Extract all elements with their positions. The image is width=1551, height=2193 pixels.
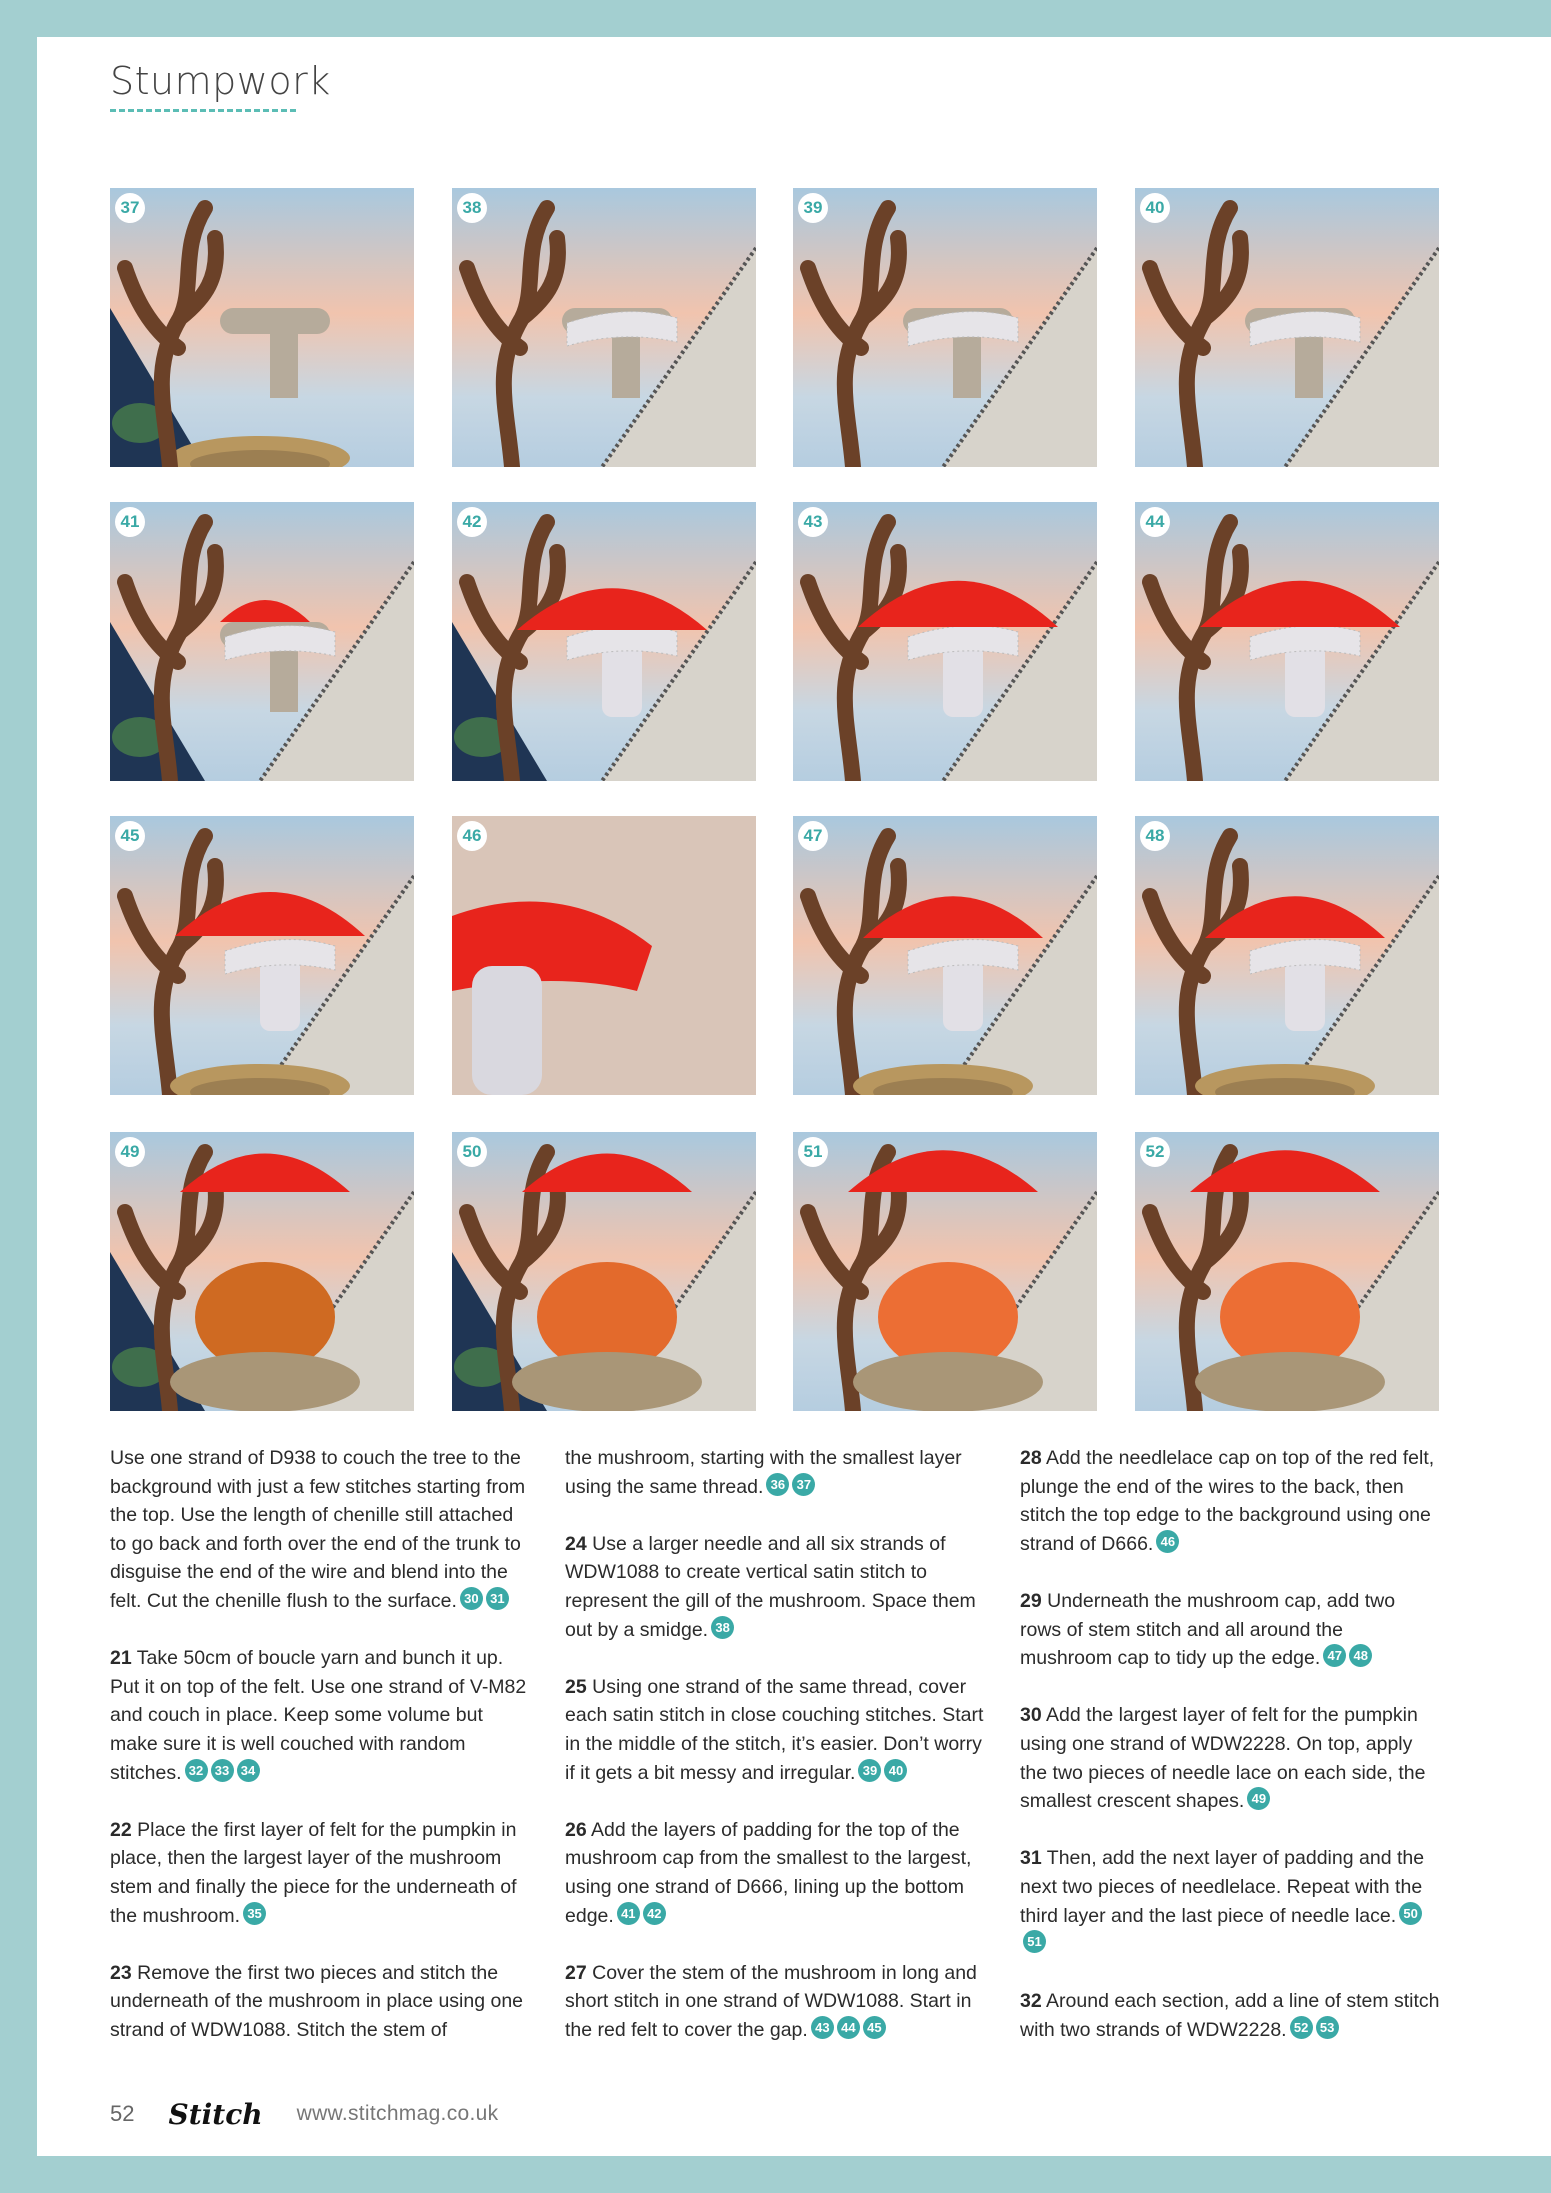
photo-reference-badge: 40 xyxy=(884,1759,907,1782)
step-number: 23 xyxy=(110,1961,132,1984)
photo-reference-badge: 48 xyxy=(1349,1644,1372,1667)
page-number: 52 xyxy=(110,2101,135,2126)
instruction-column-1 xyxy=(110,1444,530,2073)
instruction-step xyxy=(565,1816,985,1930)
step-number: 25 xyxy=(565,1675,587,1698)
step-number-badge: 50 xyxy=(457,1137,487,1167)
embroidery-photo xyxy=(110,1132,414,1411)
step-number: 29 xyxy=(1020,1589,1042,1612)
step-photo-39 xyxy=(793,188,1097,467)
step-text: Remove the first two pieces and stitch the underneath of the mushroom in place using one strand of WDW1088. Stitch the stem of xyxy=(110,1961,524,2041)
step-photo-43 xyxy=(793,502,1097,781)
step-text: Place the first layer of felt for the pumpkin in place, then the largest layer of the mushroom stem and finally the piece for the underneath of the mushroom. xyxy=(110,1818,517,1927)
step-number-badge: 37 xyxy=(115,193,145,223)
step-number-badge: 49 xyxy=(115,1137,145,1167)
photo-reference-badge: 43 xyxy=(811,2016,834,2039)
step-text: Using one strand of the same thread, cover each satin stitch in close couching stitches. Start in the middle of the stitch, it’s easier. Don’t worry if it gets a bit messy and irregular. xyxy=(565,1675,984,1784)
magazine-page xyxy=(37,37,1551,2156)
photo-reference-badge: 34 xyxy=(237,1759,260,1782)
step-number-badge: 48 xyxy=(1140,821,1170,851)
embroidery-photo xyxy=(1135,502,1439,781)
photo-reference-badge: 50 xyxy=(1399,1902,1422,1925)
step-photo-52 xyxy=(1135,1132,1439,1411)
embroidery-photo xyxy=(452,188,756,467)
step-photo-50 xyxy=(452,1132,756,1411)
embroidery-photo xyxy=(1135,816,1439,1095)
page-footer xyxy=(110,2099,498,2129)
instruction-column-3 xyxy=(1020,1444,1440,2073)
instruction-step xyxy=(565,1673,985,1787)
embroidery-photo xyxy=(452,1132,756,1411)
instruction-step xyxy=(1020,1444,1440,1558)
embroidery-photo xyxy=(452,816,756,1095)
embroidery-photo xyxy=(110,816,414,1095)
magazine-logo[interactable]: Stitch xyxy=(168,2097,263,2131)
step-text: Then, add the next layer of padding and the next two pieces of needlelace. Repeat with the third layer and the last piece of needle lace. xyxy=(1020,1847,1425,1927)
photo-reference-badge: 39 xyxy=(858,1759,881,1782)
step-photo-48 xyxy=(1135,816,1439,1095)
step-photo-47 xyxy=(793,816,1097,1095)
step-number-badge: 39 xyxy=(798,193,828,223)
photo-reference-badge: 45 xyxy=(863,2016,886,2039)
photo-reference-badge: 30 xyxy=(460,1587,483,1610)
instruction-step xyxy=(110,1644,530,1787)
photo-reference-badge: 41 xyxy=(617,1902,640,1925)
embroidery-photo xyxy=(793,502,1097,781)
step-text: Use a larger needle and all six strands of WDW1088 to create vertical satin stitch to represent the gill of the mushroom. Space them out by a smidge. xyxy=(565,1532,976,1641)
step-text: Add the layers of padding for the top of the mushroom cap from the smallest to the largest, using one strand of D666, lining up the bottom edge. xyxy=(565,1818,972,1927)
website-link[interactable]: www.stitchmag.co.uk xyxy=(296,2102,499,2125)
photo-reference-badge: 33 xyxy=(211,1759,234,1782)
instruction-step xyxy=(1020,1701,1440,1815)
photo-reference-badge: 42 xyxy=(643,1902,666,1925)
step-number-badge: 38 xyxy=(457,193,487,223)
photo-reference-badge: 51 xyxy=(1023,1930,1046,1953)
instruction-step xyxy=(110,1959,530,2045)
step-photo-37 xyxy=(110,188,414,467)
step-number-badge: 52 xyxy=(1140,1137,1170,1167)
step-text: Use one strand of D938 to couch the tree to the background with just a few stitches starting from the top. Use the length of chenille still attached to go back and forth over the end of the trunk to disguise the end of the wire and blend into the felt. Cut the chenille flush to the surface. xyxy=(110,1447,526,1612)
instruction-step xyxy=(565,1530,985,1644)
step-photo-45 xyxy=(110,816,414,1095)
photo-reference-badge: 46 xyxy=(1156,1530,1179,1553)
photo-reference-badge: 49 xyxy=(1247,1787,1270,1810)
step-number-badge: 46 xyxy=(457,821,487,851)
embroidery-photo xyxy=(452,502,756,781)
embroidery-photo xyxy=(110,188,414,467)
step-number: 27 xyxy=(565,1961,587,1984)
instruction-step xyxy=(565,1444,985,1501)
embroidery-photo xyxy=(793,816,1097,1095)
step-number-badge: 42 xyxy=(457,507,487,537)
photo-reference-badge: 35 xyxy=(243,1902,266,1925)
step-number: 31 xyxy=(1020,1847,1042,1870)
step-text: the mushroom, starting with the smallest layer using the same thread. xyxy=(565,1447,962,1498)
embroidery-photo xyxy=(1135,188,1439,467)
step-photo-41 xyxy=(110,502,414,781)
step-photo-42 xyxy=(452,502,756,781)
section-title: Stumpwork xyxy=(110,59,331,103)
step-photo-38 xyxy=(452,188,756,467)
instruction-step xyxy=(1020,1987,1440,2044)
step-photo-46 xyxy=(452,816,756,1095)
step-text: Add the largest layer of felt for the pumpkin using one strand of WDW2228. On top, apply the two pieces of needle lace on each side, the smallest crescent shapes. xyxy=(1020,1704,1426,1813)
embroidery-photo xyxy=(793,188,1097,467)
photo-reference-badge: 36 xyxy=(766,1473,789,1496)
title-dash-rule xyxy=(110,109,296,112)
instruction-step xyxy=(110,1816,530,1930)
photo-reference-badge: 53 xyxy=(1316,2016,1339,2039)
embroidery-photo xyxy=(1135,1132,1439,1411)
step-number-badge: 40 xyxy=(1140,193,1170,223)
step-number-badge: 51 xyxy=(798,1137,828,1167)
step-photo-51 xyxy=(793,1132,1097,1411)
step-text: Around each section, add a line of stem stitch with two strands of WDW2228. xyxy=(1020,1990,1440,2041)
step-number: 32 xyxy=(1020,1990,1042,2013)
instruction-step xyxy=(565,1959,985,2045)
instruction-column-2 xyxy=(565,1444,985,2073)
step-photo-49 xyxy=(110,1132,414,1411)
instruction-step xyxy=(1020,1844,1440,1958)
step-number-badge: 47 xyxy=(798,821,828,851)
step-number: 26 xyxy=(565,1818,587,1841)
photo-reference-badge: 37 xyxy=(792,1473,815,1496)
step-number-badge: 45 xyxy=(115,821,145,851)
step-number-badge: 44 xyxy=(1140,507,1170,537)
step-text: Take 50cm of boucle yarn and bunch it up. Put it on top of the felt. Use one strand of V-M82 and couch in place. Keep some volume but make sure it is well couched with random stitches. xyxy=(110,1647,527,1784)
photo-reference-badge: 44 xyxy=(837,2016,860,2039)
step-text: Underneath the mushroom cap, add two rows of stem stitch and all around the mushroom cap to tidy up the edge. xyxy=(1020,1589,1396,1670)
step-photo-grid xyxy=(110,188,1440,1449)
instruction-step xyxy=(110,1444,530,1616)
photo-reference-badge: 52 xyxy=(1290,2016,1313,2039)
embroidery-photo xyxy=(110,502,414,781)
step-number: 24 xyxy=(565,1532,587,1555)
photo-reference-badge: 47 xyxy=(1323,1644,1346,1667)
photo-reference-badge: 32 xyxy=(185,1759,208,1782)
step-number: 21 xyxy=(110,1647,132,1670)
instruction-step xyxy=(1020,1587,1440,1673)
step-number-badge: 41 xyxy=(115,507,145,537)
step-text: Add the needlelace cap on top of the red felt, plunge the end of the wires to the back, then stitch the top edge to the background using one strand of D666. xyxy=(1020,1447,1435,1555)
photo-reference-badge: 38 xyxy=(711,1616,734,1639)
step-number: 28 xyxy=(1020,1447,1042,1469)
step-text: Cover the stem of the mushroom in long and short stitch in one strand of WDW1088. Start in the red felt to cover the gap. xyxy=(565,1961,977,2041)
step-photo-44 xyxy=(1135,502,1439,781)
step-number: 22 xyxy=(110,1818,132,1841)
embroidery-photo xyxy=(793,1132,1097,1411)
step-number-badge: 43 xyxy=(798,507,828,537)
step-number: 30 xyxy=(1020,1704,1042,1727)
step-photo-40 xyxy=(1135,188,1439,467)
photo-reference-badge: 31 xyxy=(486,1587,509,1610)
